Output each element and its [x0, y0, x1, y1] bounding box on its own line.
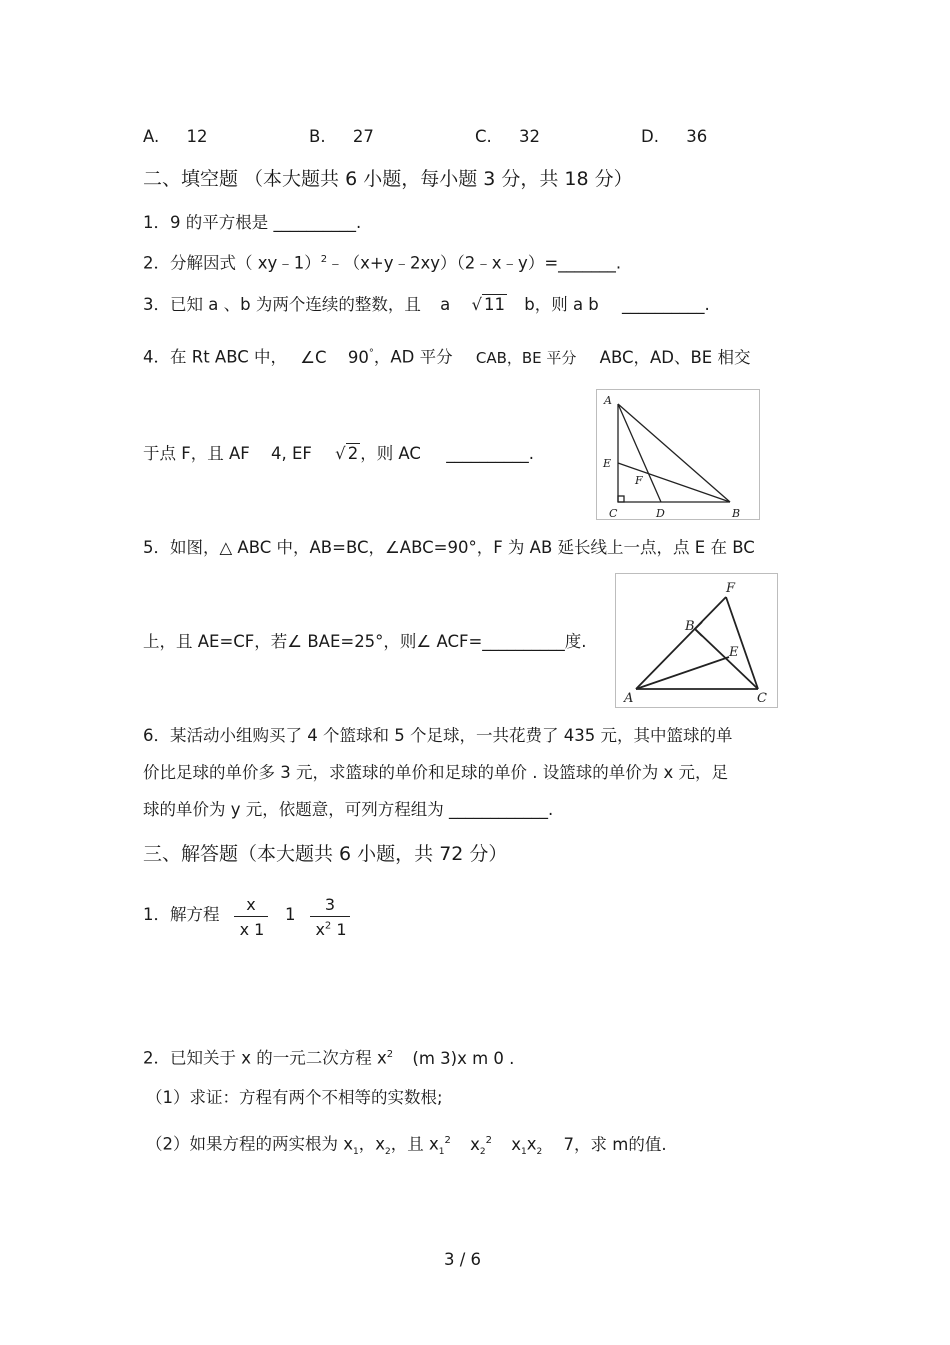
section2-heading: 二、填空题 （本大题共 6 小题，每小题 3 分，共 18 分） — [143, 168, 633, 190]
q4-line1-a: 4．在 Rt ABC 中， — [143, 347, 288, 367]
q4-deg: 90 — [347, 347, 369, 367]
s1-den2-b: 1 — [331, 920, 347, 939]
s2-part2-sub3: 1 — [438, 1146, 445, 1157]
q4-abc: ABC，AD、BE 相交 — [599, 347, 751, 367]
q2-sup: 2 — [320, 254, 328, 265]
choice-a-value: 12 — [186, 127, 208, 146]
q5-label-b: B — [685, 619, 695, 634]
q4-label-b: B — [732, 507, 741, 519]
s2-part2 — [146, 1131, 667, 1162]
choice-b — [309, 127, 374, 147]
q6-line2: 价比足球的单价多 3 元，求篮球的单价和足球的单价 . 设篮球的单价为 x 元，足 — [143, 763, 728, 782]
s1-label: 1．解方程 — [143, 905, 220, 924]
q5-label-e: E — [729, 645, 739, 660]
q4-label-e: E — [603, 457, 612, 470]
s2-part2-f: x — [526, 1134, 537, 1154]
q3 — [143, 295, 710, 315]
s2-part2-sub2: 2 — [385, 1146, 391, 1157]
s2-part2-sub6: 2 — [536, 1146, 543, 1157]
q4-line2-a: 于点 F，且 AF — [143, 444, 250, 463]
section3-heading: 三、解答题（本大题共 6 小题，共 72 分） — [143, 843, 508, 865]
q3-text-a: 3．已知 a 、b 为两个连续的整数，且 — [143, 295, 421, 314]
choice-a-label: A. — [143, 127, 160, 146]
q4-label-a: A — [604, 394, 612, 407]
q5-line1: 5．如图，△ ABC 中，AB=BC，∠ABC=90°，F 为 AB 延长线上一点，点 E 在 BC — [143, 538, 755, 557]
s2-part1: （1）求证：方程有两个不相等的实数根; — [146, 1088, 443, 1107]
q4-line2 — [143, 444, 534, 464]
q2-text-a: 2．分解因式（ xy﹣1） — [143, 253, 321, 273]
s1-one: 1 — [285, 905, 296, 924]
choice-c — [475, 127, 540, 147]
q1-text: 1．9 的平方根是 __________. — [143, 213, 362, 232]
s1-den2 — [308, 920, 354, 939]
s2-part2-a: （2）如果方程的两实根为 x — [146, 1134, 354, 1154]
choice-a — [143, 127, 208, 147]
page-number: 3 / 6 — [444, 1250, 482, 1269]
s2-part2-b: ，x — [358, 1134, 386, 1154]
s1-den2-sup: 2 — [324, 920, 332, 932]
q5-label-a: A — [624, 691, 634, 706]
s2-part2-d: x — [470, 1134, 480, 1154]
s2-line1-b: (m 3)x m 0 . — [412, 1048, 515, 1068]
s2-line1-a: 2．已知关于 x 的一元二次方程 x — [143, 1048, 387, 1068]
q4-line1-b: ，AD 平分 — [373, 347, 453, 367]
q3-radicand: 11 — [483, 295, 505, 314]
q4-line1 — [143, 344, 750, 368]
q4-figure — [596, 389, 760, 520]
s2-part2-sup4: 2 — [485, 1135, 492, 1146]
q6-line1: 6．某活动小组购买了 4 个篮球和 5 个足球，一共花费了 435 元，其中篮球的单 — [143, 726, 733, 745]
q6-line3: 球的单价为 y 元，依题意，可列方程组为 ____________. — [143, 800, 554, 819]
choice-c-value: 32 — [519, 127, 541, 146]
s2-part2-c: ，且 x — [390, 1134, 439, 1154]
q5-line2: 上，且 AE=CF，若∠ BAE=25°，则∠ ACF=__________度. — [143, 632, 587, 651]
q4-radicand: 2 — [347, 444, 359, 463]
q4-label-c: C — [609, 507, 618, 519]
s1-frac-bar2 — [310, 916, 350, 917]
s1-num1: x — [246, 895, 256, 914]
s2-part2-e: x — [511, 1134, 522, 1154]
choice-b-value: 27 — [352, 127, 374, 146]
s1-num2: 3 — [324, 895, 336, 914]
q4-deg-sym: ° — [368, 348, 374, 359]
q3-b: b — [524, 295, 535, 314]
q4-angle-c: ∠C — [300, 347, 327, 367]
q2-text-b: ﹣（x+y﹣2xy）（2﹣x﹣y）=_______. — [327, 253, 622, 273]
choice-d-label: D. — [641, 127, 659, 146]
q3-sqrt: √ 11 — [471, 295, 505, 314]
q4-line2-c: ，则 AC — [360, 444, 421, 463]
s2-part2-sub4: 2 — [479, 1146, 486, 1157]
choice-c-label: C. — [475, 127, 492, 146]
q4-label-f: F — [635, 474, 643, 487]
s1-frac-bar1 — [234, 916, 268, 917]
q4-sqrt: √ 2 — [335, 444, 359, 463]
s2-line1 — [143, 1045, 514, 1069]
choice-d — [641, 127, 707, 147]
q2 — [143, 250, 621, 274]
s2-part2-sub1: 1 — [353, 1146, 359, 1157]
q4-label-d: D — [656, 507, 665, 519]
q5-figure — [615, 573, 778, 708]
choice-b-label: B. — [309, 127, 326, 146]
s2-part2-g: 7，求 m的值. — [563, 1134, 667, 1154]
s2-part2-sup3: 2 — [444, 1135, 451, 1146]
choice-d-value: 36 — [686, 127, 708, 146]
s1-den2-a: x — [315, 920, 325, 939]
s2-part2-sub5: 1 — [521, 1146, 527, 1157]
q4-line2-b: 4, EF — [271, 444, 312, 463]
q5-label-f: F — [726, 581, 736, 596]
q3-blank: __________. — [622, 295, 710, 314]
q4-blank: __________. — [446, 444, 534, 463]
s2-line1-sup: 2 — [386, 1049, 394, 1060]
q3-a: a — [440, 295, 451, 314]
q4-cab: CAB，BE 平分 — [475, 348, 577, 367]
q5-label-c: C — [757, 691, 767, 706]
s1-den1: x 1 — [239, 920, 265, 939]
q3-text-b: ，则 a b — [534, 295, 599, 314]
